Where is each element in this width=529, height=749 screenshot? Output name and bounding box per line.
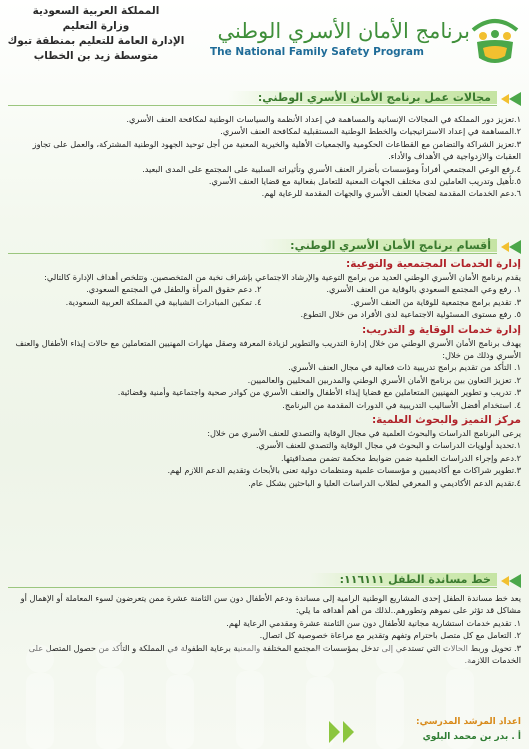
triangle-icon [509,574,521,588]
list-item: ١.تعزيز دور المملكة في المجالات الإنسانية والمساهمة في إعداد الأنظمة والسياسات الوطنية لمكافحة العنف الأسري. [126,114,521,124]
subsection-intro: يرعى البرنامج الدراسات والبحوث العلمية في مجال الوقاية والتصدي للعنف الأسري من خلال: [207,428,521,439]
section-title: مجالات عمل برنامج الأمان الأسري الوطني: [228,91,497,104]
triangle-icon [501,576,509,586]
goals-left-column [8,283,262,320]
ministry-block [6,4,186,64]
subsection-title: إدارة خدمات الوقاية و التدريب: [361,323,521,336]
list-item: ٥.تأهيل وتدريب العاملين لدى مختلف الجهات المعنية للتعامل بفعالية مع قضايا العنف الأسري. [208,176,521,187]
list-item: ١. رفع وعي المجتمع السعودي بالوقاية من العنف الأسري. [326,284,521,295]
helpline-list [0,617,529,667]
author-label: اعداد المرشد المدرسي: [416,717,521,727]
section-work-areas [0,92,529,200]
goals-columns [0,283,529,320]
divider [8,105,497,106]
family-safety-logo-icon [469,8,521,74]
goals-right-column [268,283,522,320]
author-signature [416,715,521,745]
section-title: أقسام برنامج الأمان الأسري الوطني: [260,239,497,252]
research-list [0,439,529,489]
training-list [0,361,529,411]
section-header [0,92,521,107]
list-item: ٢. تعزيز التعاون بين برنامج الأمان الأسري الوطني والمدربين المحليين والعالميين. [247,374,521,385]
list-item: ٤.تقديم الدعم الأكاديمي و المعرفي لطلاب الدراسات العليا و الباحثين بشكل عام. [248,477,521,488]
ministry-line-1: المملكة العربية السعودية [32,5,160,17]
work-areas-list [0,113,529,200]
program-title [210,18,470,58]
subsection-title: إدارة الخدمات المجتمعية والتوعية: [346,258,521,270]
author-name: أ . بدر بن محمد البلوي [422,732,521,742]
header [0,0,529,88]
ministry-line-4: متوسطة زيد بن الخطاب [33,50,159,62]
section-header [0,240,521,255]
list-item: ١. التأكد من تقديم برامج تدريبية ذات فعالية في مجال العنف الأسري. [288,362,521,373]
list-item: ٢.المساهمة في إعداد الاستراتيجيات والخطط الوطنية المستقبلية لمكافحة العنف الأسري. [220,126,521,137]
triangle-icon [509,92,521,106]
subsection-title: مركز التميز والبحوث العلمية: [371,414,521,427]
list-item: ١.تحديد أولويات الدراسات و البحوث في مجال الوقاية والتصدي للعنف الأسري. [255,440,521,451]
list-item: ٦.دعم الخدمات المقدمة لضحايا العنف الأسري والجهات المقدمة للرعاية لهم. [261,188,521,199]
section-header [0,574,521,589]
program-title-ar: برنامج الأمان الأسري الوطني [217,19,470,43]
list-item: ٣. تدريب و تطوير المهنيين المتعاملين مع قضايا إيذاء الأطفال والعنف الأسري من كوادر صحية واجتماعية وأمنية وقضائية. [117,387,521,398]
ministry-line-3: الإدارة العامة للتعليم بمنطقة تبوك [7,35,185,47]
section-departments [0,240,529,489]
divider [8,587,497,588]
ministry-line-2: وزارة التعليم [62,20,130,32]
list-item: ٣.تطوير شراكات مع أكاديميين و مؤسسات علمية ومنظمات دولية تعنى بالأبحاث وتقديم الدعم اللازم لهم. [167,465,521,476]
list-item: ١. تقديم خدمات استشارية مجانية للأطفال دون سن الثامنة عشرة ومقدمي الرعاية لهم. [226,617,521,628]
section-child-helpline [0,574,529,666]
list-item: ٢. التعامل مع كل متصل باحترام وتفهم وتقدير مع مراعاة خصوصية كل اتصال. [259,630,521,641]
subsection-intro: يهدف برنامج الأمان الأسري الوطني من خلال إدارة التدريب والتطوير لزيادة المعرفة وصقل مهارات المهنيين المتعاملين مع حالات إيذاء الأطفال والعنف الأسري وذلك من خلال: [15,337,521,361]
list-item: ٤. استخدام أفضل الأساليب التدريبية في الدورات المقدمة من البرنامج. [282,399,521,410]
helpline-intro: يعد خط مساندة الطفل إحدى المشاريع الوطنية الرامية إلى مساندة ودعم الأطفال دون سن الثامنة عشرة ممن يتعرضون لسوء المعاملة أو الإهمال أو مشاكل قد تؤثر على نموهم وتطورهم..لذلك من أهم أهدافه ما يلي: [20,593,521,616]
list-item: ٣.تعزيز الشراكة والتضامن مع القطاعات الحكومية والجمعيات الأهلية والخيرية المعنية من أجل توحيد الجهود الوطنية المشتركة، والعمل على تجاوز العقبات والازدواجية في الأهداف والأداء. [32,138,521,162]
triangle-icon [501,242,509,252]
list-item: ٣. تقديم برامج مجتمعية للوقاية من العنف الأسري. [350,296,521,307]
list-item: ٤.رفع الوعي المجتمعي أفراداً ومؤسسات بأضرار العنف الأسري وتأثيراته السلبية على المجتمع على المدى البعيد. [142,163,521,174]
list-item: ٥. رفع مستوى المسئولية الاجتماعية لدى الأفراد من خلال التطوع. [300,309,521,320]
list-item: ٢.دعم وإجراء الدراسات العلمية ضمن ضوابط محكمة تضمن مصداقيتها. [281,452,521,463]
divider [8,253,497,254]
section-title: خط مساندة الطفل ١١٦١١١: [310,573,497,586]
triangle-icon [509,240,521,254]
list-item: ٤. تمكين المبادرات الشبابية في المملكة العربية السعودية. [65,296,262,307]
triangle-icon [501,94,509,104]
subsection-intro: يقدم برنامج الأمان الأسري الوطني العديد من برامج التوعية والإرشاد الاجتماعي بإشراف نخبة من المتخصصين. وتتلخص أهداف الإدارة كالتالي: [44,272,521,282]
list-item: ٣. تحويل وربط الحالات التي تستدعي إلى تدخل بمؤسسات المجتمع المختلفة والمعنية برعاية الطفولة في المملكة و التأكد من حصول المتصل على الخدمات اللازمة. [28,642,521,666]
list-item: ٢. دعم حقوق المرأة والطفل في المجتمع السعودي. [86,284,262,295]
double-chevron-icon [329,721,369,743]
program-title-en: The National Family Safety Program [210,46,424,58]
